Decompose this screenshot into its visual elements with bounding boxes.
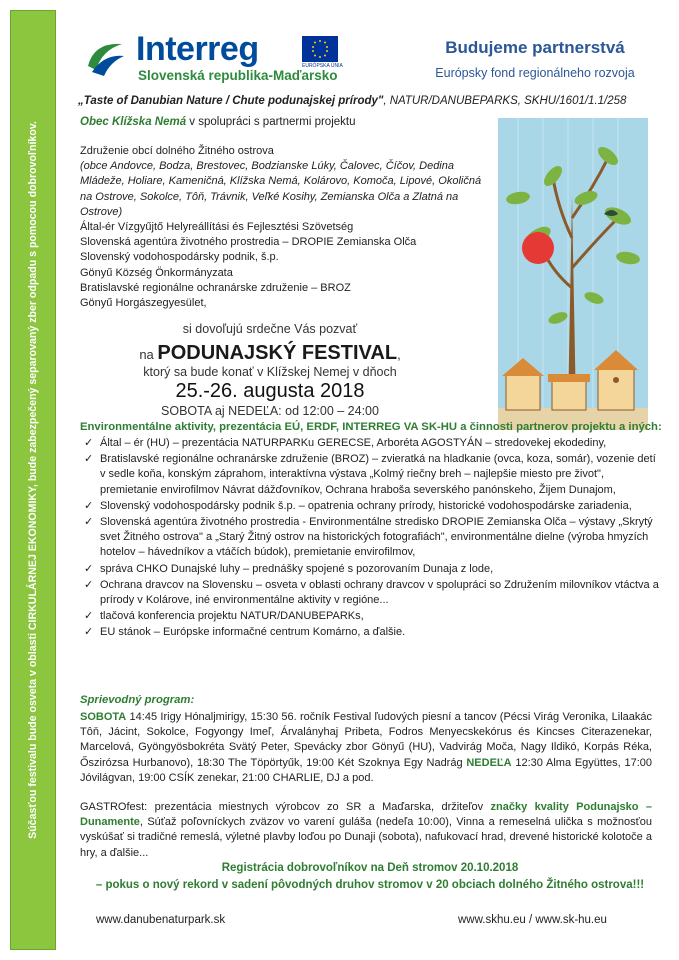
interreg-swoosh-icon [84, 36, 128, 80]
festival-line [100, 342, 440, 365]
registration-line-1: Registrácia dobrovoľníkov na Deň stromov 20.10.2018 [221, 862, 519, 874]
check-icon: ✓ [84, 453, 94, 466]
list-item-text: Ochrana dravcov na Slovensku – osveta v oblasti ochrany dravcov v spolupráci so Združením milovníkov vtáctva a prírody v Kolárove, iné environmentálne aktivity v regióne... [100, 578, 659, 607]
partner-item: Gönyű Község Önkormányzata [80, 266, 233, 279]
environment-heading: Environmentálne aktivity, prezentácia EÚ, ERDF, INTERREG VA SK-HU a činnosti partnerov projektu a iných: [80, 421, 662, 433]
festival-time: SOBOTA aj NEDEĽA: od 12:00 – 24:00 [161, 404, 379, 418]
slogan [405, 38, 665, 80]
program-heading: Sprievodný program: [80, 694, 195, 706]
partner-item: Slovenská agentúra životného prostredia – DROPIE Zemianska Olča [80, 236, 417, 249]
gastro-quality-mark: značky kvality Podunajsko – Dunamente [80, 801, 652, 829]
list-item [80, 452, 660, 498]
sidebar-banner [10, 10, 56, 950]
invite-line: si dovoľujú srdečne Vás pozvať [182, 322, 358, 336]
check-icon: ✓ [84, 499, 94, 512]
invitation [100, 322, 440, 418]
partner-item: Gönyű Horgászegyesület, [80, 297, 207, 310]
sunday-text: 12:30 Alma Együttes, 17:00 Jóvilágvan, 19:00 CSÍK zenekar, 21:00 CHARLIE, DJ a pod. [80, 756, 652, 784]
partner-lead: Združenie obcí dolného Žitného ostrova [80, 145, 274, 157]
list-item-text: Bratislavské regionálne ochranárske združenie (BROZ) – zvieratká na hladkanie (ovca, koza, somár), vozenie detí v sedle koňa, konským záprahom, interaktívna výstava „Kolmý riečny breh – najlepšie miesto pre život", premietanie envirofilmov Návrat dážďovníkov, Ochrana hraboša severského panónskeho, Žijem Dunajom, [100, 453, 656, 496]
project-code: , NATUR/DANUBEPARKS, SKHU/1601/1.1/258 [383, 95, 627, 107]
project-title: „Taste of Danubian Nature / Chute podunajskej prírody" [78, 95, 384, 107]
list-item [80, 562, 660, 577]
list-item-text: EU stánok – Európske informačné centrum Komárno, a ďalšie. [100, 626, 406, 639]
gastro-block [80, 800, 652, 861]
partners-block [80, 144, 490, 311]
sunday-label: NEDEĽA [466, 756, 512, 769]
gastro-text-2: , Súťaž poľovníckych zväzov vo varení guláša (nedeľa 10:00), Vinna a remeselná ulička s možnosťou vyskúšať si tradičné remeslá, výletné plavby loďou po Dunaji (sobota), nafukovací hrad, drevené historické kolotoče a hry, a ďalšie... [80, 816, 652, 859]
check-icon: ✓ [84, 562, 94, 575]
list-item [80, 515, 660, 561]
apple-icon [522, 232, 554, 264]
registration-block [80, 860, 660, 894]
partner-item: Által-ér Vízgyűjtő Helyreállítási és Fejlesztési Szövetség [80, 221, 354, 234]
festival-comma: , [397, 347, 401, 362]
saturday-text: 14:45 Irigy Hónaljmirigy, 15:30 56. ročník Festival ľudových piesní a tancov (Pécsi Virág Veronika, Lilaakác Tôň, Jácint, Sokolce, Fogyongy Imeľ, Árvalányhaj Pribeta, Fodros Menyecskekórus és Kincses Citerazenekar, Marcelová, Gyöngyösbokréta Svätý Peter, Spevácky zbor Gönyű (HU), Vadvirág Moča, Nagy Ildikó, Korpás Réka, Őszirózsa Hurbanovo), 18:30 The Töpörtyűk, 19:00 Két Szoknya Egy Nadrág [80, 711, 652, 769]
check-icon: ✓ [84, 516, 94, 529]
list-item [80, 625, 660, 640]
partner-item: Bratislavské regionálne ochranárske združenie – BROZ [80, 281, 351, 294]
gastro-text-1: GASTROfest: prezentácia miestnych výrobcov zo SR a Maďarska, držiteľov [80, 801, 491, 813]
list-item [80, 499, 660, 514]
festival-name: PODUNAJSKÝ FESTIVAL [157, 342, 398, 364]
check-icon: ✓ [84, 578, 94, 591]
intro-rest: v spolupráci s partnermi projektu [186, 116, 356, 128]
list-item [80, 609, 660, 624]
list-item-text: Slovenská agentúra životného prostredia - Environmentálne stredisko DROPIE Zemianska Olča – výstavy „Skrytý svet Žitného ostrova" a „Starý Žitný ostrov na historických fotografiách", environmentálne dielne (výroba hmyzích hotelov – hávedníkov a vtáčích búdok), premietanie envirofilmov, [100, 516, 653, 559]
slogan-main: Budujeme partnerstvá [445, 38, 625, 57]
header [80, 30, 665, 90]
list-item-text: Által – ér (HU) – prezentácia NATURPARKu GERECSE, Arboréta AGOSTYÁN – stredovekej ekodediny, [100, 437, 607, 449]
logo-subtitle: Slovenská republika-Maďarsko [138, 68, 338, 83]
program-body [80, 710, 652, 786]
list-item-text: správa CHKO Dunajské luhy – prednášky spojené s pozorovaním Dunaja z lode, [100, 562, 494, 575]
list-item [80, 436, 660, 451]
eu-flag-icon [302, 36, 338, 62]
partner-item: Slovenský vodohospodársky podnik, š.p. [80, 251, 279, 264]
list-item-text: Slovenský vodohospodársky podnik š.p. – opatrenia ochrany prírody, historické vodohospodárske zariadenia, [100, 499, 632, 512]
slogan-sub: Európsky fond regionálneho rozvoja [435, 66, 635, 80]
host-village: Obec Klížska Nemá [80, 116, 187, 128]
footer-link-skhu[interactable]: www.skhu.eu / www.sk-hu.eu [458, 914, 607, 926]
eu-caption: EURÓPSKA ÚNIA [302, 63, 343, 69]
tree-illustration [498, 118, 648, 430]
list-item [80, 578, 660, 608]
intro-line [80, 116, 356, 128]
partner-villages: (obce Andovce, Bodza, Brestovec, Bodzianske Lúky, Čalovec, Číčov, Dedina Mládeže, Holiare, Kameničná, Klížska Nemá, Kolárovo, Komoča, Lipové, Okoličná na Ostrove, Sokolce, Tôň, Trávnik, Veľké Kosihy, Zemianska Olča a Zlatná na Ostrove) [80, 160, 482, 218]
check-icon: ✓ [84, 437, 94, 449]
logo-name: Interreg [136, 30, 259, 68]
check-icon: ✓ [84, 610, 94, 623]
venue-line: ktorý sa bude konať v Klížskej Nemej v dňoch [143, 365, 397, 379]
saturday-label: SOBOTA [80, 711, 127, 723]
check-icon: ✓ [84, 626, 94, 639]
festival-date: 25.-26. augusta 2018 [175, 380, 365, 402]
registration-line-2: – pokus o nový rekord v sadení pôvodných druhov stromov v 20 obciach dolného Žitného ostrova!!! [95, 879, 645, 891]
interreg-logo [80, 30, 390, 90]
festival-prefix: na [139, 347, 158, 362]
sidebar-text: Súčasťou festivalu bude osveta v oblasti CIRKULÁRNEJ EKONOMIKY, bude zabezpečený separovaný zber odpadu s pomocou dobrovoľníkov. [27, 121, 39, 839]
footer-link-danubenaturpark[interactable]: www.danubenaturpark.sk [96, 914, 226, 926]
environment-list [80, 436, 660, 642]
list-item-text: tlačová konferencia projektu NATUR/DANUBEPARKs, [100, 610, 364, 623]
project-line [78, 95, 626, 107]
